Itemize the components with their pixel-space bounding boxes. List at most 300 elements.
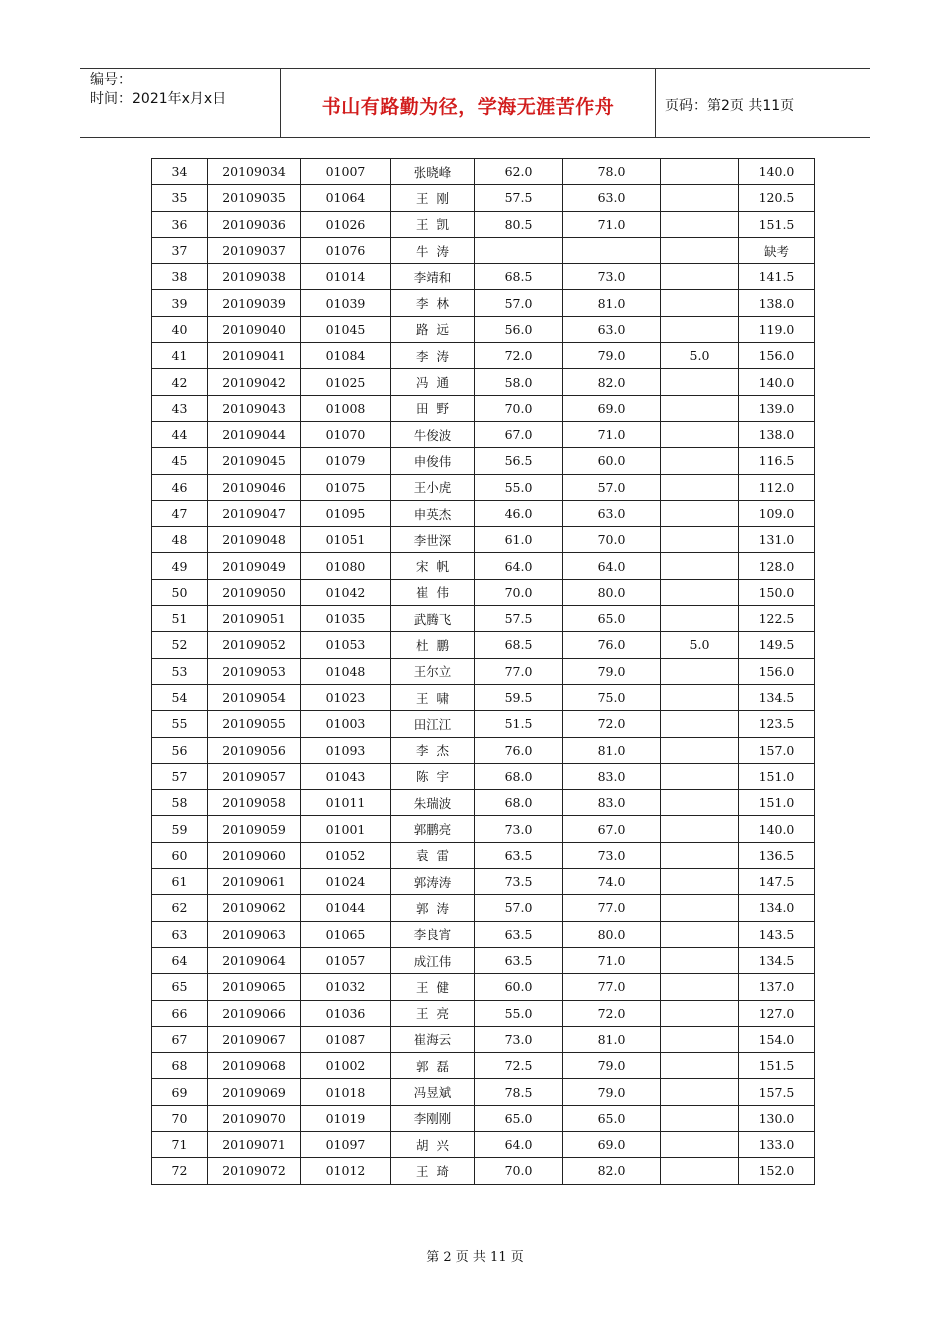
score2-cell: 76.0: [563, 632, 661, 658]
exam-id-cell: 20109065: [208, 974, 301, 1000]
row-number-cell: 46: [152, 474, 208, 500]
table-row: [152, 974, 815, 1000]
code-cell: 01064: [301, 185, 391, 211]
total-cell: 151.5: [739, 211, 815, 237]
total-cell: 120.5: [739, 185, 815, 211]
total-cell: 151.5: [739, 1053, 815, 1079]
exam-id-cell: 20109048: [208, 527, 301, 553]
row-number-cell: 47: [152, 500, 208, 526]
row-number-cell: 63: [152, 921, 208, 947]
bonus-cell: [661, 947, 739, 973]
score2-cell: 82.0: [563, 1158, 661, 1184]
exam-id-cell: 20109066: [208, 1000, 301, 1026]
row-number-cell: 49: [152, 553, 208, 579]
exam-id-cell: 20109053: [208, 658, 301, 684]
total-cell: 157.0: [739, 737, 815, 763]
total-cell: 140.0: [739, 369, 815, 395]
row-number-cell: 43: [152, 395, 208, 421]
name-cell: 成江伟: [391, 947, 475, 973]
code-cell: 01080: [301, 553, 391, 579]
name-cell: 李靖和: [391, 264, 475, 290]
score-table: [151, 158, 815, 1185]
exam-id-cell: 20109043: [208, 395, 301, 421]
table-row: [152, 816, 815, 842]
row-number-cell: 60: [152, 842, 208, 868]
code-cell: 01048: [301, 658, 391, 684]
header-motto-cell: [281, 69, 656, 137]
score1-cell: 61.0: [475, 527, 563, 553]
total-cell: 138.0: [739, 421, 815, 447]
table-row: [152, 448, 815, 474]
bonus-cell: [661, 737, 739, 763]
table-row: [152, 658, 815, 684]
bonus-cell: [661, 579, 739, 605]
exam-id-cell: 20109038: [208, 264, 301, 290]
exam-id-cell: 20109067: [208, 1026, 301, 1052]
exam-id-cell: 20109037: [208, 237, 301, 263]
score2-cell: 60.0: [563, 448, 661, 474]
score1-cell: 77.0: [475, 658, 563, 684]
score1-cell: 63.5: [475, 842, 563, 868]
row-number-cell: 48: [152, 527, 208, 553]
score2-cell: 83.0: [563, 763, 661, 789]
row-number-cell: 70: [152, 1105, 208, 1131]
code-cell: 01018: [301, 1079, 391, 1105]
total-cell: 130.0: [739, 1105, 815, 1131]
name-cell: 胡 兴: [391, 1131, 475, 1157]
bonus-cell: 5.0: [661, 343, 739, 369]
table-row: [152, 606, 815, 632]
bonus-cell: [661, 974, 739, 1000]
bonus-cell: [661, 1026, 739, 1052]
exam-id-cell: 20109071: [208, 1131, 301, 1157]
exam-id-cell: 20109036: [208, 211, 301, 237]
total-cell: 156.0: [739, 658, 815, 684]
score1-cell: 70.0: [475, 395, 563, 421]
score2-cell: 79.0: [563, 1079, 661, 1105]
score1-cell: 72.5: [475, 1053, 563, 1079]
score2-cell: 71.0: [563, 421, 661, 447]
bonus-cell: [661, 895, 739, 921]
code-cell: 01035: [301, 606, 391, 632]
row-number-cell: 34: [152, 159, 208, 185]
row-number-cell: 66: [152, 1000, 208, 1026]
score2-cell: 72.0: [563, 711, 661, 737]
exam-id-cell: 20109057: [208, 763, 301, 789]
name-cell: 李世深: [391, 527, 475, 553]
exam-id-cell: 20109049: [208, 553, 301, 579]
exam-id-cell: 20109072: [208, 1158, 301, 1184]
table-row: [152, 237, 815, 263]
row-number-cell: 65: [152, 974, 208, 1000]
row-number-cell: 69: [152, 1079, 208, 1105]
table-row: [152, 632, 815, 658]
row-number-cell: 44: [152, 421, 208, 447]
exam-id-cell: 20109060: [208, 842, 301, 868]
name-cell: 李 涛: [391, 343, 475, 369]
score1-cell: 62.0: [475, 159, 563, 185]
score2-cell: 78.0: [563, 159, 661, 185]
bonus-cell: [661, 1079, 739, 1105]
code-cell: 01045: [301, 316, 391, 342]
score1-cell: 80.5: [475, 211, 563, 237]
code-cell: 01039: [301, 290, 391, 316]
name-cell: 冯 通: [391, 369, 475, 395]
header-meta: [80, 69, 281, 137]
table-row: [152, 1026, 815, 1052]
code-cell: 01023: [301, 684, 391, 710]
exam-id-cell: 20109070: [208, 1105, 301, 1131]
row-number-cell: 68: [152, 1053, 208, 1079]
score2-cell: 80.0: [563, 921, 661, 947]
code-cell: 01043: [301, 763, 391, 789]
total-cell: 127.0: [739, 1000, 815, 1026]
table-row: [152, 711, 815, 737]
exam-id-cell: 20109068: [208, 1053, 301, 1079]
score2-cell: 63.0: [563, 500, 661, 526]
total-cell: 140.0: [739, 159, 815, 185]
row-number-cell: 50: [152, 579, 208, 605]
exam-id-cell: 20109063: [208, 921, 301, 947]
score1-cell: 76.0: [475, 737, 563, 763]
exam-id-cell: 20109047: [208, 500, 301, 526]
code-cell: 01019: [301, 1105, 391, 1131]
exam-id-cell: 20109039: [208, 290, 301, 316]
table-row: [152, 421, 815, 447]
number-label: 编号：: [90, 72, 132, 88]
code-cell: 01070: [301, 421, 391, 447]
score1-cell: 72.0: [475, 343, 563, 369]
code-cell: 01079: [301, 448, 391, 474]
code-cell: 01053: [301, 632, 391, 658]
total-cell: 119.0: [739, 316, 815, 342]
code-cell: 01007: [301, 159, 391, 185]
bonus-cell: [661, 421, 739, 447]
score2-cell: 82.0: [563, 369, 661, 395]
bonus-cell: [661, 711, 739, 737]
name-cell: 王 凯: [391, 211, 475, 237]
bonus-cell: [661, 185, 739, 211]
exam-id-cell: 20109064: [208, 947, 301, 973]
table-row: [152, 553, 815, 579]
bonus-cell: [661, 448, 739, 474]
bonus-cell: [661, 1158, 739, 1184]
name-cell: 王 亮: [391, 1000, 475, 1026]
code-cell: 01075: [301, 474, 391, 500]
name-cell: 牛 涛: [391, 237, 475, 263]
bonus-cell: [661, 684, 739, 710]
row-number-cell: 57: [152, 763, 208, 789]
score1-cell: 59.5: [475, 684, 563, 710]
code-cell: 01052: [301, 842, 391, 868]
table-row: [152, 763, 815, 789]
row-number-cell: 67: [152, 1026, 208, 1052]
score1-cell: [475, 237, 563, 263]
bonus-cell: [661, 869, 739, 895]
bonus-cell: [661, 1105, 739, 1131]
total-cell: 157.5: [739, 1079, 815, 1105]
table-row: [152, 500, 815, 526]
row-number-cell: 40: [152, 316, 208, 342]
exam-id-cell: 20109042: [208, 369, 301, 395]
score1-cell: 73.0: [475, 816, 563, 842]
row-number-cell: 62: [152, 895, 208, 921]
name-cell: 武腾飞: [391, 606, 475, 632]
code-cell: 01026: [301, 211, 391, 237]
total-cell: 156.0: [739, 343, 815, 369]
page-code-text: 页码：第2页 共11页: [665, 98, 795, 114]
score1-cell: 73.0: [475, 1026, 563, 1052]
code-cell: 01008: [301, 395, 391, 421]
motto-text: 书山有路勤为径，学海无涯苦作舟: [321, 95, 615, 118]
total-cell: 缺考: [739, 237, 815, 263]
code-cell: 01042: [301, 579, 391, 605]
name-cell: 杜 鹏: [391, 632, 475, 658]
name-cell: 牛俊波: [391, 421, 475, 447]
bonus-cell: [661, 1131, 739, 1157]
table-row: [152, 343, 815, 369]
bonus-cell: [661, 237, 739, 263]
row-number-cell: 72: [152, 1158, 208, 1184]
exam-id-cell: 20109041: [208, 343, 301, 369]
code-cell: 01044: [301, 895, 391, 921]
header-page-code: [655, 69, 870, 137]
name-cell: 陈 宇: [391, 763, 475, 789]
exam-id-cell: 20109055: [208, 711, 301, 737]
score1-cell: 55.0: [475, 474, 563, 500]
exam-id-cell: 20109044: [208, 421, 301, 447]
score1-cell: 68.0: [475, 763, 563, 789]
score2-cell: 77.0: [563, 895, 661, 921]
score1-cell: 56.0: [475, 316, 563, 342]
score2-cell: 69.0: [563, 1131, 661, 1157]
row-number-cell: 39: [152, 290, 208, 316]
score1-cell: 51.5: [475, 711, 563, 737]
exam-id-cell: 20109058: [208, 790, 301, 816]
score1-cell: 57.0: [475, 895, 563, 921]
score1-cell: 58.0: [475, 369, 563, 395]
name-cell: 李刚刚: [391, 1105, 475, 1131]
score1-cell: 55.0: [475, 1000, 563, 1026]
score1-cell: 73.5: [475, 869, 563, 895]
code-cell: 01032: [301, 974, 391, 1000]
score1-cell: 78.5: [475, 1079, 563, 1105]
total-cell: 123.5: [739, 711, 815, 737]
total-cell: 149.5: [739, 632, 815, 658]
code-cell: 01002: [301, 1053, 391, 1079]
bonus-cell: [661, 1000, 739, 1026]
total-cell: 154.0: [739, 1026, 815, 1052]
name-cell: 崔海云: [391, 1026, 475, 1052]
score2-cell: 73.0: [563, 264, 661, 290]
score2-cell: 81.0: [563, 290, 661, 316]
row-number-cell: 64: [152, 947, 208, 973]
score2-cell: 67.0: [563, 816, 661, 842]
bonus-cell: 5.0: [661, 632, 739, 658]
name-cell: 李 林: [391, 290, 475, 316]
total-cell: 134.5: [739, 947, 815, 973]
exam-id-cell: 20109059: [208, 816, 301, 842]
row-number-cell: 51: [152, 606, 208, 632]
bonus-cell: [661, 211, 739, 237]
bonus-cell: [661, 369, 739, 395]
score2-cell: 74.0: [563, 869, 661, 895]
score2-cell: 71.0: [563, 211, 661, 237]
code-cell: 01087: [301, 1026, 391, 1052]
row-number-cell: 54: [152, 684, 208, 710]
name-cell: 田 野: [391, 395, 475, 421]
name-cell: 王 健: [391, 974, 475, 1000]
name-cell: 张晓峰: [391, 159, 475, 185]
row-number-cell: 71: [152, 1131, 208, 1157]
table-row: [152, 579, 815, 605]
total-cell: 150.0: [739, 579, 815, 605]
score1-cell: 70.0: [475, 1158, 563, 1184]
score2-cell: 70.0: [563, 527, 661, 553]
table-row: [152, 1000, 815, 1026]
exam-id-cell: 20109051: [208, 606, 301, 632]
table-row: [152, 1079, 815, 1105]
score2-cell: 64.0: [563, 553, 661, 579]
score1-cell: 68.0: [475, 790, 563, 816]
name-cell: 郭 磊: [391, 1053, 475, 1079]
bonus-cell: [661, 606, 739, 632]
table-row: [152, 527, 815, 553]
row-number-cell: 56: [152, 737, 208, 763]
row-number-cell: 55: [152, 711, 208, 737]
table-row: [152, 185, 815, 211]
score1-cell: 64.0: [475, 1131, 563, 1157]
score2-cell: 63.0: [563, 185, 661, 211]
bonus-cell: [661, 921, 739, 947]
score2-cell: 81.0: [563, 1026, 661, 1052]
table-row: [152, 684, 815, 710]
code-cell: 01001: [301, 816, 391, 842]
exam-id-cell: 20109035: [208, 185, 301, 211]
code-cell: 01095: [301, 500, 391, 526]
name-cell: 郭 涛: [391, 895, 475, 921]
table-row: [152, 869, 815, 895]
total-cell: 109.0: [739, 500, 815, 526]
score2-cell: 63.0: [563, 316, 661, 342]
score1-cell: 57.5: [475, 185, 563, 211]
total-cell: 134.5: [739, 684, 815, 710]
total-cell: 141.5: [739, 264, 815, 290]
total-cell: 151.0: [739, 790, 815, 816]
table-row: [152, 1131, 815, 1157]
score1-cell: 64.0: [475, 553, 563, 579]
row-number-cell: 58: [152, 790, 208, 816]
exam-id-cell: 20109052: [208, 632, 301, 658]
total-cell: 133.0: [739, 1131, 815, 1157]
table-row: [152, 395, 815, 421]
score1-cell: 67.0: [475, 421, 563, 447]
score1-cell: 70.0: [475, 579, 563, 605]
table-row: [152, 1053, 815, 1079]
bonus-cell: [661, 474, 739, 500]
bonus-cell: [661, 159, 739, 185]
table-row: [152, 264, 815, 290]
total-cell: 136.5: [739, 842, 815, 868]
code-cell: 01097: [301, 1131, 391, 1157]
name-cell: 朱瑞波: [391, 790, 475, 816]
name-cell: 申英杰: [391, 500, 475, 526]
table-row: [152, 842, 815, 868]
score1-cell: 63.5: [475, 921, 563, 947]
time-label: 时间：2021年x月x日: [90, 91, 227, 107]
code-cell: 01076: [301, 237, 391, 263]
table-row: [152, 159, 815, 185]
code-cell: 01065: [301, 921, 391, 947]
bonus-cell: [661, 816, 739, 842]
code-cell: 01003: [301, 711, 391, 737]
total-cell: 128.0: [739, 553, 815, 579]
document-header: [80, 68, 870, 138]
name-cell: 田江江: [391, 711, 475, 737]
bonus-cell: [661, 395, 739, 421]
name-cell: 申俊伟: [391, 448, 475, 474]
table-row: [152, 790, 815, 816]
table-row: [152, 316, 815, 342]
code-cell: 01011: [301, 790, 391, 816]
name-cell: 冯昱斌: [391, 1079, 475, 1105]
table-row: [152, 290, 815, 316]
total-cell: 147.5: [739, 869, 815, 895]
score2-cell: 83.0: [563, 790, 661, 816]
score1-cell: 56.5: [475, 448, 563, 474]
score2-cell: 73.0: [563, 842, 661, 868]
score1-cell: 60.0: [475, 974, 563, 1000]
score1-cell: 46.0: [475, 500, 563, 526]
total-cell: 152.0: [739, 1158, 815, 1184]
table-row: [152, 921, 815, 947]
name-cell: 袁 雷: [391, 842, 475, 868]
total-cell: 139.0: [739, 395, 815, 421]
score2-cell: 80.0: [563, 579, 661, 605]
score-table-body: [152, 159, 815, 1185]
score1-cell: 57.5: [475, 606, 563, 632]
row-number-cell: 37: [152, 237, 208, 263]
score2-cell: 75.0: [563, 684, 661, 710]
row-number-cell: 59: [152, 816, 208, 842]
name-cell: 崔 伟: [391, 579, 475, 605]
name-cell: 王 刚: [391, 185, 475, 211]
name-cell: 宋 帆: [391, 553, 475, 579]
total-cell: 151.0: [739, 763, 815, 789]
score2-cell: 57.0: [563, 474, 661, 500]
score2-cell: 79.0: [563, 343, 661, 369]
table-row: [152, 369, 815, 395]
exam-id-cell: 20109054: [208, 684, 301, 710]
score1-cell: 63.5: [475, 947, 563, 973]
score2-cell: 65.0: [563, 606, 661, 632]
name-cell: 王 啸: [391, 684, 475, 710]
code-cell: 01051: [301, 527, 391, 553]
name-cell: 郭涛涛: [391, 869, 475, 895]
code-cell: 01084: [301, 343, 391, 369]
score2-cell: [563, 237, 661, 263]
score1-cell: 65.0: [475, 1105, 563, 1131]
table-row: [152, 1105, 815, 1131]
total-cell: 112.0: [739, 474, 815, 500]
bonus-cell: [661, 553, 739, 579]
total-cell: 140.0: [739, 816, 815, 842]
name-cell: 王尔立: [391, 658, 475, 684]
row-number-cell: 53: [152, 658, 208, 684]
total-cell: 122.5: [739, 606, 815, 632]
score2-cell: 77.0: [563, 974, 661, 1000]
total-cell: 137.0: [739, 974, 815, 1000]
